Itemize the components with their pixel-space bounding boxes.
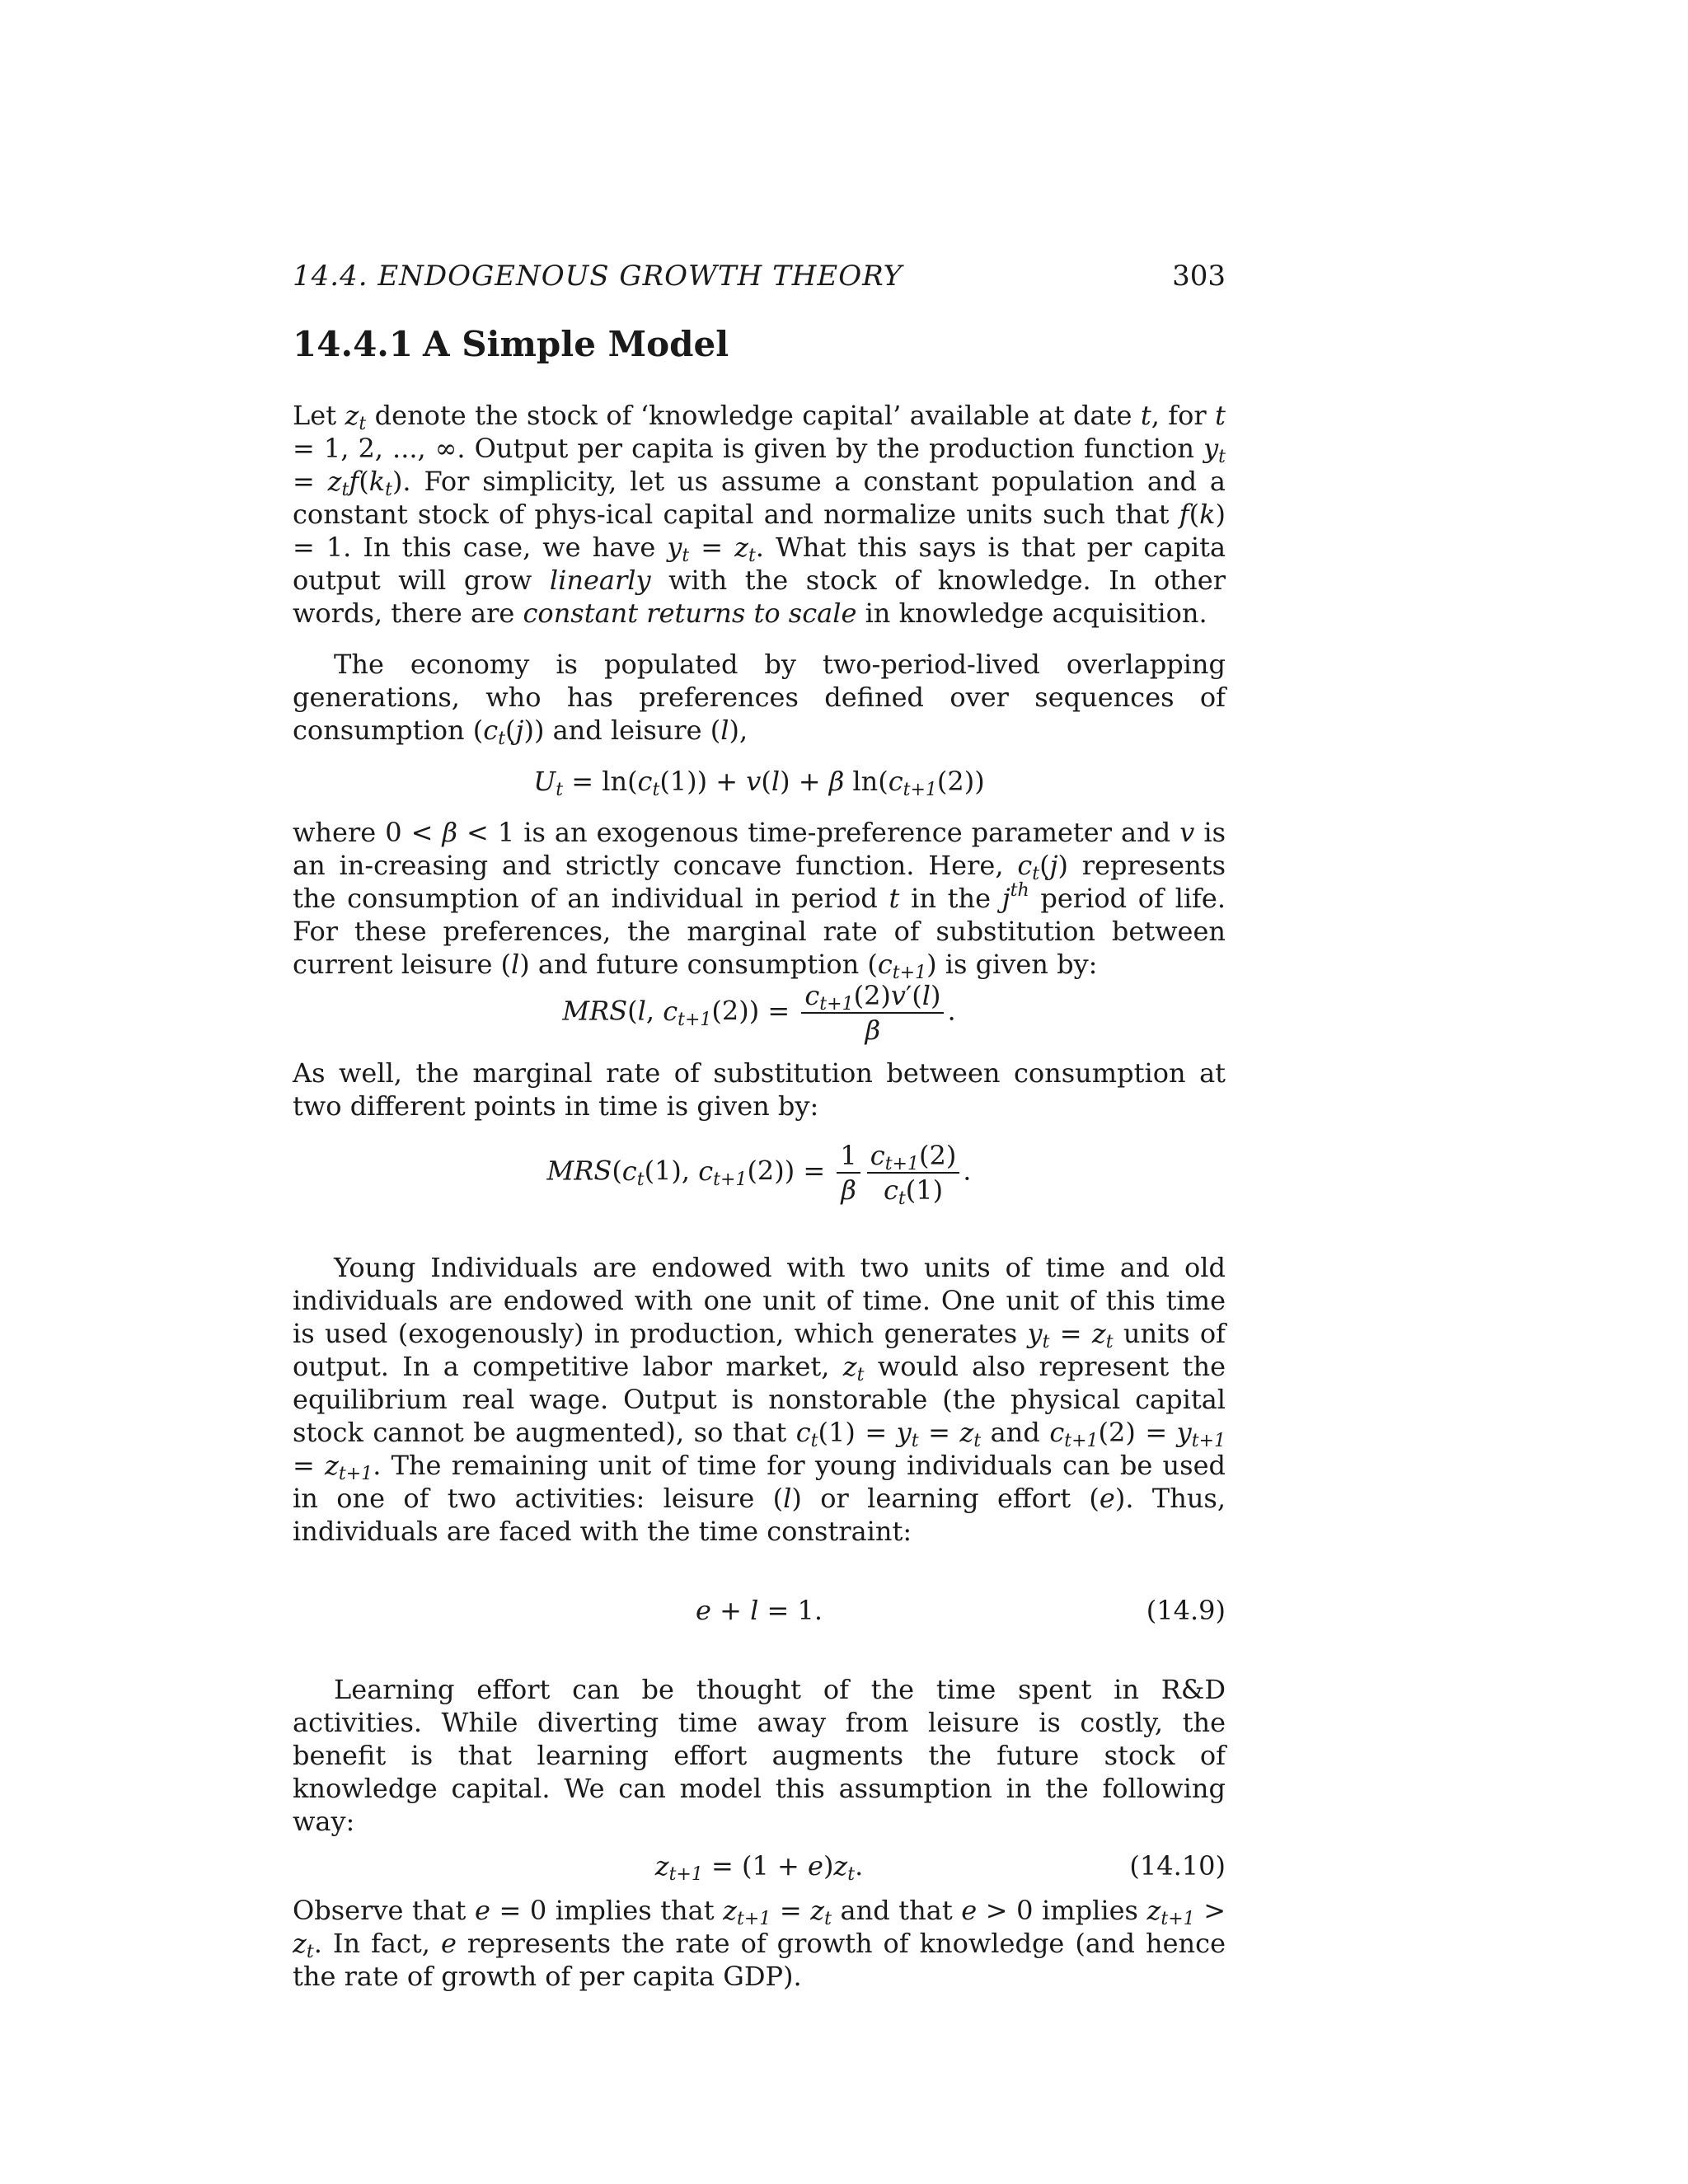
paragraph-mrs-leisure: where 0 < β < 1 is an exogenous time-preference parameter and v is an in-creasing and strictly concave function. Here, $c_t(j)$ represents the consumption of an individual in period t in the $j^{th}$ period of life. For these preferences, the marginal rate of substitution between current leisure (l) and future consumption $(c_{t+1})$ is given by: xyxy=(293,817,1226,983)
equation-number: (14.9) xyxy=(1146,1595,1226,1626)
page-content xyxy=(293,247,1226,1993)
running-head xyxy=(293,247,1226,293)
equation-number: (14.10) xyxy=(1129,1850,1226,1882)
equation-time-constraint: e + l = 1. (14.9) xyxy=(695,1595,1226,1626)
section-title: A Simple Model xyxy=(423,324,729,364)
section-number: 14.4.1 xyxy=(293,324,414,364)
equation-knowledge-law: $z_{t+1} = (1 + e)z_t$. (14.10) xyxy=(654,1850,1226,1885)
paragraph-endowments: Young Individuals are endowed with two units of time and old individuals are endowed with one unit of time. One unit of this time is used (exogenously) in production, which generates $y_t = z_t$ units of output. In a competitive labor market, $z_t$ would also represent the equilibrium real wage. Output is nonstorable (the physical capital stock cannot be augmented), so that $c_t(1) = y_t = z_t$ and $c_{t+1}(2) = y_{t+1} = z_{t+1}$. The remaining unit of time for young individuals can be used in one of two activities: leisure (l) or learning effort (e). Thus, individuals are faced with the time constraint: xyxy=(293,1252,1226,1547)
section-heading xyxy=(293,320,1226,369)
equation-utility: $U_t = \ln(c_t(1)) + v(l) + \beta$ $\ln(c_{t+1}(2))$ xyxy=(533,766,985,800)
fraction: $\frac{c_{t+1}(2)v'(l)}{\beta}$ xyxy=(801,981,944,1045)
page-number: 303 xyxy=(1172,260,1226,293)
paragraph-learning-effort: Learning effort can be thought of the time spent in R&D activities. While diverting time away from leisure is costly, the benefit is that learning effort augments the future stock of knowledge capital. We can model this assumption in the following way: xyxy=(293,1674,1226,1837)
equation-mrs-leisure: MRS(l, $c_{t+1}(2)$) = $\frac{c_{t+1}(2)v'(l)}{\beta}$ . xyxy=(562,980,956,1046)
equation-mrs-consumption: $MRS(c_t(1)$, $c_{t+1}(2)$) = $\frac{1}{\beta}$ $\frac{c_{t+1}(2)}{c_t(1)}$ . xyxy=(546,1140,972,1209)
fraction: $\frac{c_{t+1}(2)}{c_t(1)}$ xyxy=(867,1141,960,1205)
paragraph-knowledge-capital: Let $z_t$ denote the stock of ‘knowledge capital’ available at date t, for t = 1, 2, ..., ∞. Output per capita is given by the production function $y_t = z_tf(k_t)$. For simplicity, let us assume a constant population and a constant stock of phys-ical capital and normalize units such that f(k) = 1. In this case, we have $y_t = z_t$. What this says is that per capita output will grow linearly with the stock of knowledge. In other words, there are constant returns to scale in knowledge acquisition. xyxy=(293,400,1226,629)
fraction: $\frac{1}{\beta}$ xyxy=(837,1141,860,1205)
paragraph-preferences: The economy is populated by two-period-lived overlapping generations, who has preferences defined over sequences of consumption $(c_t(j))$ and leisure (l), xyxy=(293,649,1226,749)
running-title: 14.4. ENDOGENOUS GROWTH THEORY xyxy=(293,260,903,293)
paragraph-mrs-consumption: As well, the marginal rate of substitution between consumption at two different points in time is given by: xyxy=(293,1057,1226,1122)
paragraph-growth-rate: Observe that e = 0 implies that $z_{t+1} = z_t$ and that e > 0 implies $z_{t+1} > z_t$. In fact, e represents the rate of growth of knowledge (and hence the rate of growth of per capita GDP). xyxy=(293,1895,1226,1992)
